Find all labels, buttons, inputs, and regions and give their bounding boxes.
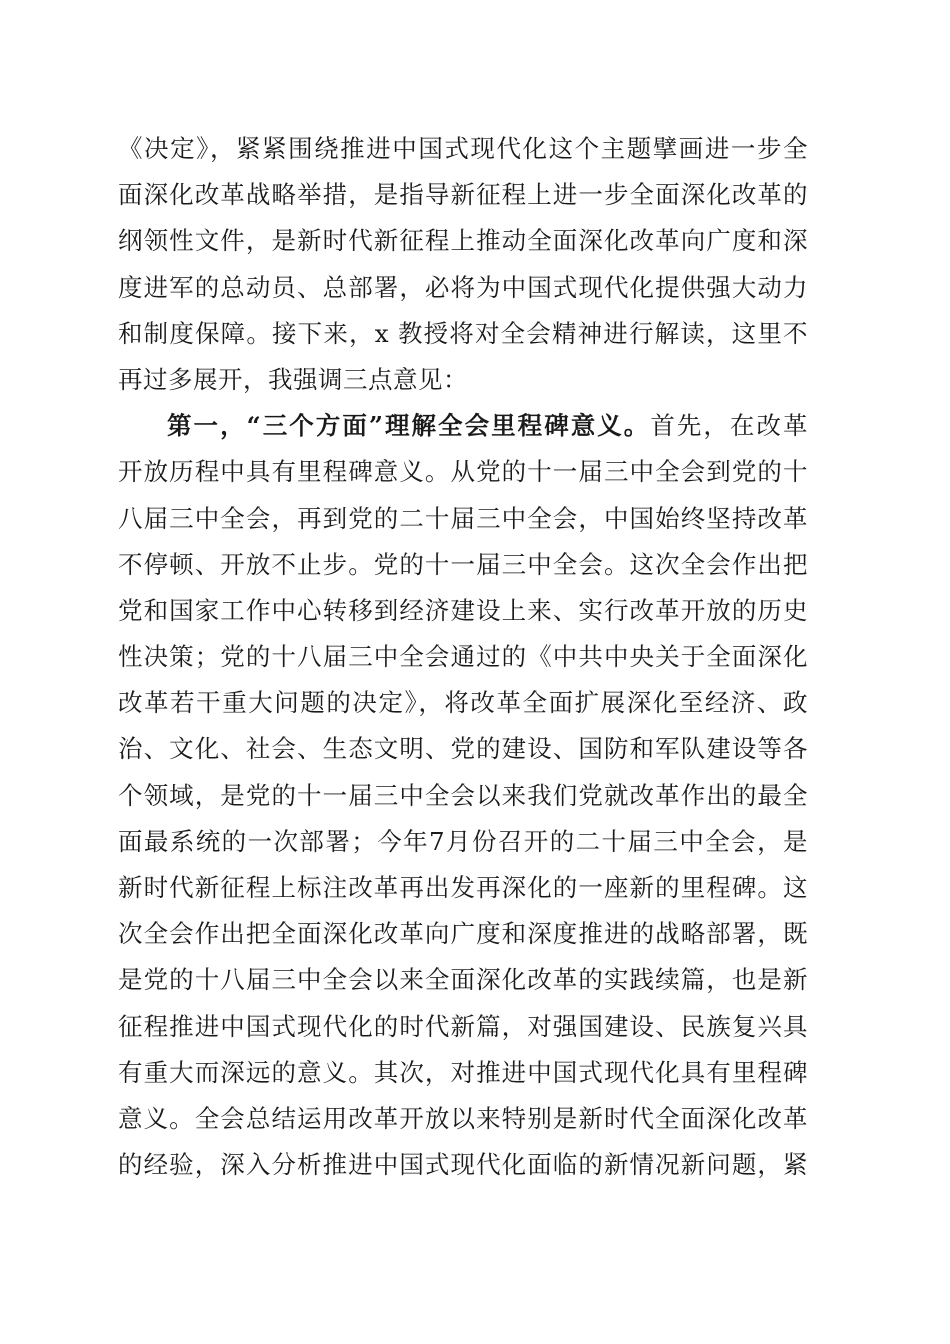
text-line: 次全会作出把全面深化改革向广度和深度推进的战略部署，既 [118, 919, 808, 949]
text-line: 是党的十八届三中全会以来全面深化改革的实践续篇，也是新 [118, 965, 808, 995]
text-line: 征程推进中国式现代化的时代新篇，对强国建设、民族复兴具 [118, 1011, 808, 1041]
text-line: 不停顿、开放不止步。党的十一届三中全会。这次全会作出把 [118, 549, 808, 579]
text-line: 面最系统的一次部署；今年7月份召开的二十届三中全会，是 [118, 826, 808, 856]
text-line: 治、文化、社会、生态文明、党的建设、国防和军队建设等各 [118, 734, 808, 764]
text-line: 意义。全会总结运用改革开放以来特别是新时代全面深化改革 [118, 1103, 808, 1133]
text-line: 开放历程中具有里程碑意义。从党的十一届三中全会到党的十 [118, 457, 808, 487]
text-line: 八届三中全会，再到党的二十届三中全会，中国始终坚持改革 [118, 503, 808, 533]
text-line: 党和国家工作中心转移到经济建设上来、实行改革开放的历史 [118, 595, 808, 625]
text-line: 度进军的总动员、总部署，必将为中国式现代化提供强大动力 [118, 272, 808, 302]
text-line: 新时代新征程上标注改革再出发再深化的一座新的里程碑。这 [118, 873, 808, 902]
text-line: 再过多展开，我强调三点意见： [118, 364, 468, 394]
body-text [118, 126, 808, 1188]
text-line: 和制度保障。接下来，x 教授将对全会精神进行解读，这里不 [118, 318, 808, 348]
text-line: 面深化改革战略举措，是指导新征程上进一步全面深化改革的 [118, 180, 808, 210]
text-fragment: 首先，在改革 [650, 411, 808, 441]
text-line-first [118, 403, 808, 449]
paragraph-intro [118, 126, 808, 403]
text-line: 个领域，是党的十一届三中全会以来我们党就改革作出的最全 [118, 780, 808, 810]
text-line: 有重大而深远的意义。其次，对推进中国式现代化具有里程碑 [118, 1057, 808, 1087]
text-line: 性决策；党的十八届三中全会通过的《中共中央关于全面深化 [118, 642, 808, 672]
paragraph-point-one [118, 403, 808, 1188]
text-line: 纲领性文件，是新时代新征程上推动全面深化改革向广度和深 [118, 226, 808, 256]
text-line: 《决定》，紧紧围绕推进中国式现代化这个主题擘画进一步全 [118, 134, 808, 163]
text-line: 改革若干重大问题的决定》，将改革全面扩展深化至经济、政 [118, 688, 808, 718]
text-line: 的经验，深入分析推进中国式现代化面临的新情况新问题，紧 [118, 1150, 808, 1180]
section-heading: 第一，“三个方面”理解全会里程碑意义。 [167, 411, 651, 441]
